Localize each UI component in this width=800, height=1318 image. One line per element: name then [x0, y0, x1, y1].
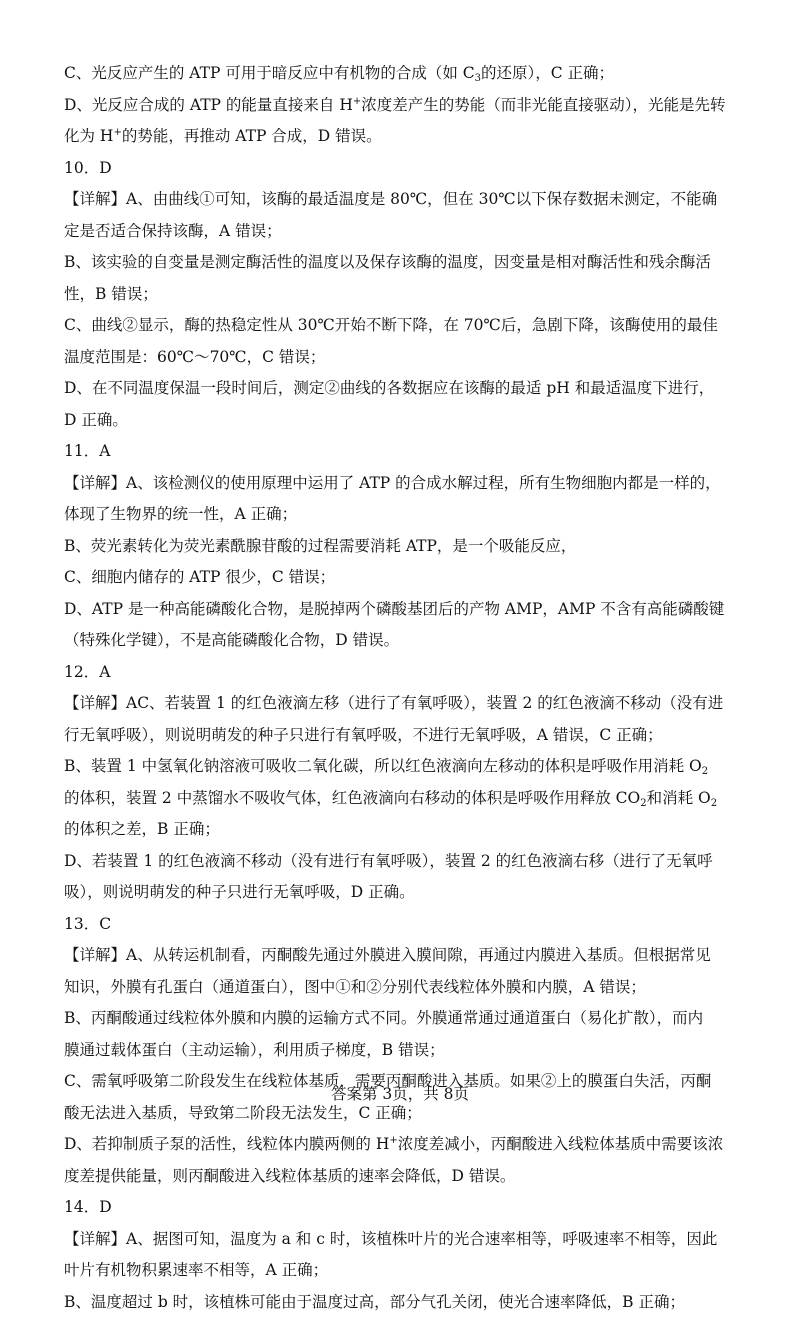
- superscript: +: [353, 96, 361, 107]
- text-line: [64, 310, 764, 342]
- text-line: [64, 247, 764, 279]
- text-segment: B、荧光素转化为荧光素酰腺苷酸的过程需要消耗 ATP，是一个吸能反应，: [64, 537, 576, 555]
- text-line: [64, 531, 764, 563]
- text-segment: B、温度超过 b 时，该植株可能由于温度过高，部分气孔关闭，使光合速率降低，B 正确；: [64, 1293, 685, 1311]
- text-segment: 体现了生物界的统一性，A 正确；: [64, 505, 297, 523]
- text-segment: 的体积，装置 2 中蒸馏水不吸收气体，红色液滴向右移动的体积是呼吸作用释放 CO: [64, 789, 640, 807]
- text-line: [64, 1287, 764, 1318]
- text-segment: 性，B 错误；: [64, 285, 158, 303]
- text-line: [64, 1192, 764, 1224]
- text-line: [64, 216, 764, 248]
- text-line: [64, 58, 764, 90]
- text-segment: D、光反应合成的 ATP 的能量直接来自 H: [64, 96, 353, 114]
- text-line: [64, 373, 764, 405]
- text-line: [64, 909, 764, 941]
- text-segment: 吸），则说明萌发的种子只进行无氧呼吸，D 正确。: [64, 883, 415, 901]
- superscript: +: [389, 1135, 397, 1146]
- text-segment: 【详解】AC、若装置 1 的红色液滴左移（进行了有氧呼吸），装置 2 的红色液滴不移动（没有进: [64, 694, 723, 712]
- text-segment: 知识，外膜有孔蛋白（通道蛋白），图中①和②分别代表线粒体外膜和内膜，A 错误；: [64, 978, 646, 996]
- text-segment: 叶片有机物积累速率不相等，A 正确；: [64, 1261, 328, 1279]
- text-line: [64, 625, 764, 657]
- text-line: [64, 751, 764, 783]
- text-segment: 13．C: [64, 915, 111, 933]
- text-segment: 【详解】A、从转运机制看，丙酮酸先通过外膜进入膜间隙，再通过内膜进入基质。但根据常见: [64, 946, 711, 964]
- text-line: [64, 940, 764, 972]
- text-line: [64, 279, 764, 311]
- text-segment: 化为 H: [64, 127, 113, 145]
- text-line: [64, 90, 764, 122]
- text-segment: 10．D: [64, 159, 112, 177]
- text-segment: C、细胞内储存的 ATP 很少，C 错误；: [64, 568, 335, 586]
- text-line: [64, 468, 764, 500]
- text-segment: 11．A: [64, 442, 110, 460]
- text-line: [64, 499, 764, 531]
- text-segment: C、光反应产生的 ATP 可用于暗反应中有机物的合成（如 C: [64, 64, 475, 82]
- text-line: [64, 184, 764, 216]
- text-segment: 膜通过载体蛋白（主动运输），利用质子梯度，B 错误；: [64, 1041, 445, 1059]
- text-line: [64, 405, 764, 437]
- text-segment: 定是否适合保持该酶，A 错误；: [64, 222, 282, 240]
- text-segment: 行无氧呼吸），则说明萌发的种子只进行有氧呼吸，不进行无氧呼吸，A 错误，C 正确；: [64, 726, 663, 744]
- text-segment: 浓度差产生的势能（而非光能直接驱动），光能是先转: [361, 96, 725, 114]
- text-segment: 度差提供能量，则丙酮酸进入线粒体基质的速率会降低，D 错误。: [64, 1167, 515, 1185]
- text-segment: 【详解】A、该检测仪的使用原理中运用了 ATP 的合成水解过程，所有生物细胞内都是一样的，: [64, 474, 721, 492]
- text-line: [64, 972, 764, 1004]
- subscript: 2: [702, 766, 708, 777]
- text-segment: 【详解】A、据图可知，温度为 a 和 c 时，该植株叶片的光合速率相等，呼吸速率不相等，因此: [64, 1230, 717, 1248]
- text-segment: B、丙酮酸通过线粒体外膜和内膜的运输方式不同。外膜通常通过通道蛋白（易化扩散），而内: [64, 1009, 703, 1027]
- text-segment: 酸无法进入基质，导致第二阶段无法发生，C 正确；: [64, 1104, 422, 1122]
- text-line: [64, 657, 764, 689]
- text-segment: 浓度差减小，丙酮酸进入线粒体基质中需要该浓: [398, 1135, 724, 1153]
- text-line: [64, 1129, 764, 1161]
- text-segment: B、装置 1 中氢氧化钠溶液可吸收二氧化碳，所以红色液滴向左移动的体积是呼吸作用消耗 O: [64, 757, 702, 775]
- text-line: [64, 846, 764, 878]
- text-line: [64, 342, 764, 374]
- subscript: 3: [475, 73, 481, 84]
- subscript: 2: [640, 798, 646, 809]
- text-segment: D 正确。: [64, 411, 128, 429]
- text-segment: C、曲线②显示，酶的热稳定性从 30℃开始不断下降，在 70℃后，急剧下降，该酶使用的最佳: [64, 316, 718, 334]
- text-segment: 的势能，再推动 ATP 合成，D 错误。: [122, 127, 382, 145]
- text-line: [64, 877, 764, 909]
- text-line: [64, 436, 764, 468]
- text-segment: B、该实验的自变量是测定酶活性的温度以及保存该酶的温度，因变量是相对酶活性和残余酶活: [64, 253, 711, 271]
- text-segment: 【详解】A、由曲线①可知，该酶的最适温度是 80℃，但在 30℃以下保存数据未测定，不能确: [64, 190, 717, 208]
- subscript: 2: [711, 798, 717, 809]
- text-segment: 和消耗 O: [647, 789, 711, 807]
- text-line: [64, 594, 764, 626]
- text-line: [64, 1224, 764, 1256]
- text-segment: D、ATP 是一种高能磷酸化合物，是脱掉两个磷酸基团后的产物 AMP，AMP 不含有高能磷酸键: [64, 600, 724, 618]
- text-line: [64, 153, 764, 185]
- text-line: [64, 1255, 764, 1287]
- text-segment: 的还原），C 正确；: [481, 64, 614, 82]
- text-line: [64, 783, 764, 815]
- text-line: [64, 720, 764, 752]
- text-line: [64, 121, 764, 153]
- text-line: [64, 688, 764, 720]
- text-line: [64, 1161, 764, 1193]
- answer-text-body: [64, 58, 764, 1318]
- page-footer: 答案第 3页，共 8页: [0, 1082, 800, 1106]
- text-segment: 温度范围是：60℃～70℃，C 错误；: [64, 348, 325, 366]
- text-segment: D、在不同温度保温一段时间后，测定②曲线的各数据应在该酶的最适 pH 和最适温度下进行，: [64, 379, 714, 397]
- text-line: [64, 562, 764, 594]
- text-line: [64, 1003, 764, 1035]
- text-segment: D、若抑制质子泵的活性，线粒体内膜两侧的 H: [64, 1135, 389, 1153]
- text-segment: D、若装置 1 的红色液滴不移动（没有进行有氧呼吸），装置 2 的红色液滴右移（进行了无氧呼: [64, 852, 713, 870]
- text-segment: 14．D: [64, 1198, 112, 1216]
- text-line: [64, 814, 764, 846]
- text-line: [64, 1035, 764, 1067]
- text-segment: 12．A: [64, 663, 110, 681]
- superscript: +: [113, 127, 121, 138]
- text-segment: C、需氧呼吸第二阶段发生在线粒体基质，需要丙酮酸进入基质。如果②上的膜蛋白失活，丙酮: [64, 1072, 711, 1090]
- text-segment: （特殊化学键），不是高能磷酸化合物，D 错误。: [64, 631, 399, 649]
- text-segment: 的体积之差，B 正确；: [64, 820, 220, 838]
